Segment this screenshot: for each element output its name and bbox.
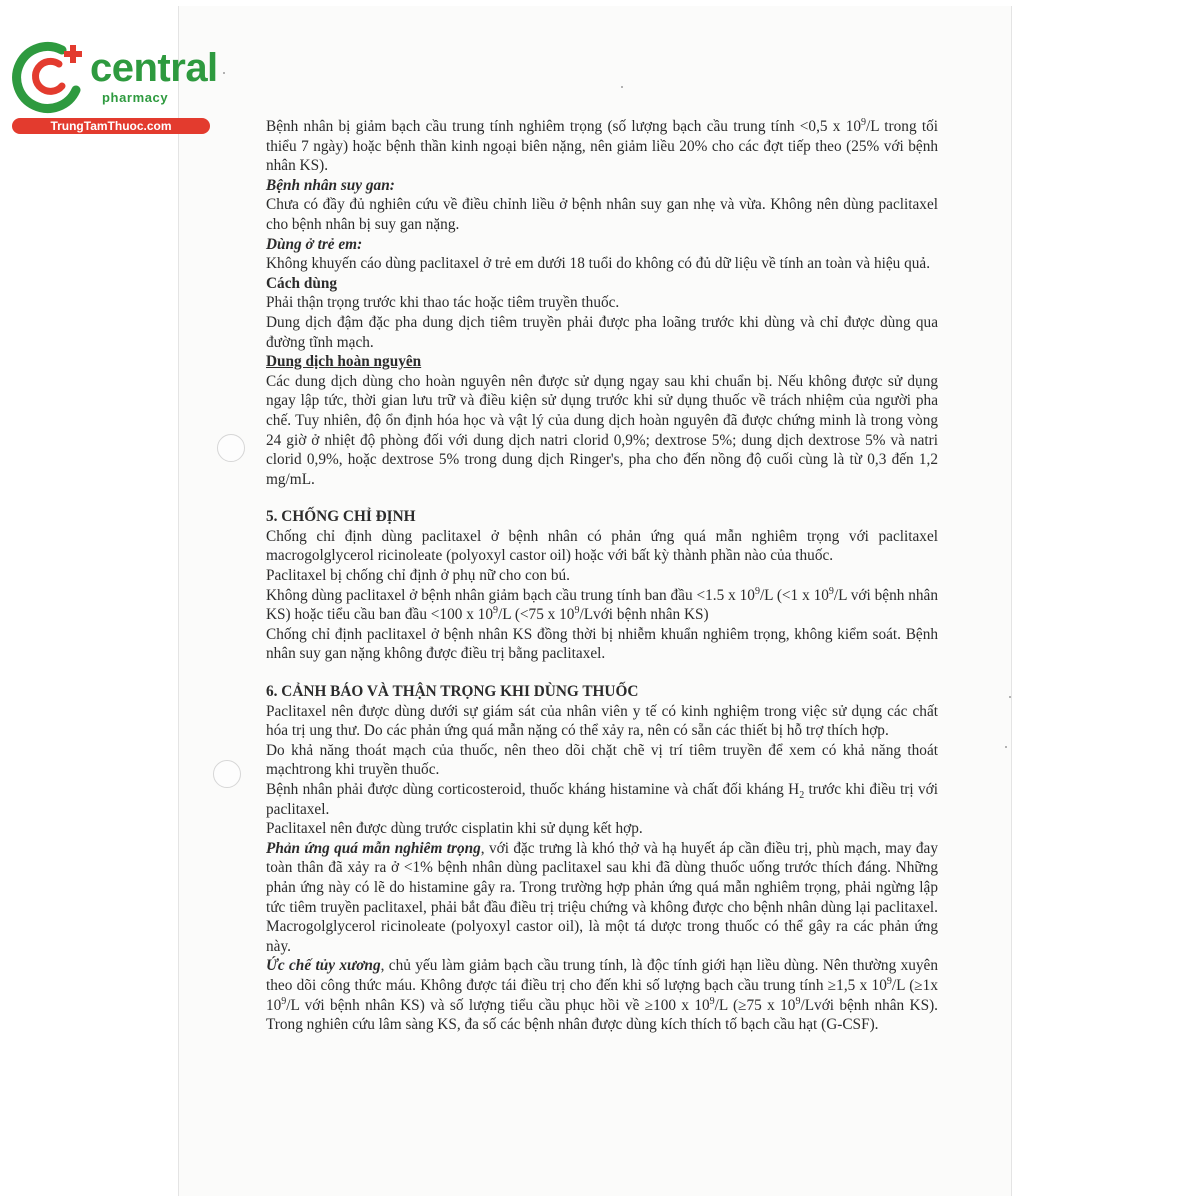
- section-heading-contraindications: 5. CHỐNG CHỈ ĐỊNH: [266, 508, 416, 526]
- scan-speck: [1009, 696, 1011, 698]
- logo-brand-name: central: [90, 46, 218, 90]
- pharmacy-cross-icon: [10, 38, 88, 116]
- paragraph-administration-dilution: Dung dịch đậm đặc pha dung dịch tiêm truyền phải được pha loãng trước khi dùng và chỉ được dùng qua đường tĩnh mạch.: [266, 313, 938, 351]
- paragraph-pediatric-use: Không khuyến cáo dùng paclitaxel ở trẻ em dưới 18 tuổi do không có đủ dữ liệu về tính an toàn và hiệu quả.: [266, 255, 931, 273]
- subheading-reconstituted-solution: Dung dịch hoàn nguyên: [266, 353, 422, 371]
- paragraph-contraindication-infection: Chống chỉ định paclitaxel ở bệnh nhân KS đồng thời bị nhiễm khuẩn nghiêm trọng, không kiểm soát. Bệnh nhân suy gan nặng không được điều trị bằng paclitaxel.: [266, 625, 938, 663]
- paragraph-contraindication-hypersensitivity: Chống chỉ định dùng paclitaxel ở bệnh nhân có phản ứng quá mẫn nghiêm trọng với paclitaxel macrogolglycerol ricinoleate (polyoxyl castor oil) hoặc với bất kỳ thành phần nào của thuốc.: [266, 527, 938, 565]
- paragraph-warning-cisplatin: Paclitaxel nên được dùng trước cisplatin khi sử dụng kết hợp.: [266, 820, 643, 838]
- document-body: [266, 117, 938, 1035]
- paragraph-warning-myelosuppression: Ức chế tủy xương, chủ yếu làm giảm bạch cầu trung tính, là độc tính giới hạn liều dùng. Nên thường xuyên theo dõi công thức máu. Không được tái điều trị cho đến khi số lượng bạch cầu trung tính ≥1,5 x $10^9/L$ (≥1x $10^9/L$ với bệnh nhân KS) và số lượng tiểu cầu phục hồi về ≥100 x $10^9/L$ (≥75 x $10^9$/Lvới bệnh nhân KS). Trong nghiên cứu lâm sàng KS, đa số các bệnh nhân được dùng kích thích tố bạch cầu hạt (G-CSF).: [266, 957, 938, 1034]
- paragraph-warning-premedication: Bệnh nhân phải được dùng corticosteroid, thuốc kháng histamine và chất đối kháng $H_2$ trước khi điều trị với paclitaxel.: [266, 781, 938, 818]
- subheading-pediatric-use: Dùng ở trẻ em:: [266, 235, 363, 253]
- pharmacy-logo: [10, 38, 218, 138]
- punch-hole-lower: [213, 760, 241, 788]
- punch-hole-upper: [217, 434, 245, 462]
- logo-website: TrungTamThuoc.com: [12, 118, 210, 134]
- scan-speck: [223, 72, 225, 74]
- paragraph-neutropenia-dose: Bệnh nhân bị giảm bạch cầu trung tính nghiêm trọng (số lượng bạch cầu trung tính <0,5 x $10^9/L$ trong tối thiểu 7 ngày) hoặc bệnh thần kinh ngoại biên nặng, nên giảm liều 20% cho các đợt tiếp theo (25% với bệnh nhân KS).: [266, 116, 938, 175]
- paragraph-reconstituted-solution: Các dung dịch dùng cho hoàn nguyên nên được sử dụng ngay sau khi chuẩn bị. Nếu không được sử dụng ngay lập tức, thời gian lưu trữ và điều kiện sử dụng trước khi sử dụng thuốc về trách nhiệm của người pha chế. Tuy nhiên, độ ổn định hóa học và vật lý của dung dịch hoàn nguyên đã được chứng minh là trong vòng 24 giờ ở nhiệt độ phòng đối với dung dịch natri clorid 0,9%; dextrose 5%; dung dịch dextrose 5% và natri clorid 0,9%, hoặc dextrose 5% trong dung dịch Ringer's, pha cho đến nồng độ cuối cùng là từ 0,3 đến 1,2 mg/mL.: [266, 372, 938, 488]
- section-heading-warnings: 6. CẢNH BÁO VÀ THẬN TRỌNG KHI DÙNG THUỐC: [266, 683, 639, 701]
- paragraph-warning-supervision: Paclitaxel nên được dùng dưới sự giám sát của nhân viên y tế có kinh nghiệm trong việc sử dụng các chất hóa trị ung thư. Do các phản ứng quá mẫn nặng có thể xảy ra, nên có sẵn các thiết bị hỗ trợ thích hợp.: [266, 702, 938, 740]
- subheading-administration: Cách dùng: [266, 274, 337, 292]
- paragraph-hepatic-impairment: Chưa có đầy đủ nghiên cứu về điều chỉnh liều ở bệnh nhân suy gan nhẹ và vừa. Không nên dùng paclitaxel cho bệnh nhân bị suy gan nặng.: [266, 196, 938, 233]
- subheading-hepatic-impairment: Bệnh nhân suy gan:: [266, 176, 395, 194]
- scan-speck: [621, 86, 623, 88]
- paragraph-contraindication-neutrophils: Không dùng paclitaxel ở bệnh nhân giảm bạch cầu trung tính ban đầu <1.5 x $10^9/L$ (<1 x $10^9/L$ với bệnh nhân KS) hoặc tiểu cầu ban đầu <100 x $10^9/L$ (<75 x $10^9$/Lvới bệnh nhân KS): [266, 585, 938, 624]
- paragraph-warning-extravasation: Do khả năng thoát mạch của thuốc, nên theo dõi chặt chẽ vị trí tiêm truyền để xem có khả năng thoát mạchtrong khi truyền thuốc.: [266, 741, 938, 779]
- paragraph-contraindication-breastfeeding: Paclitaxel bị chống chỉ định ở phụ nữ cho con bú.: [266, 567, 570, 585]
- scan-speck: [1005, 746, 1007, 748]
- logo-subtitle: pharmacy: [102, 90, 169, 105]
- paragraph-warning-hypersensitivity: Phản ứng quá mẫn nghiêm trọng, với đặc trưng là khó thở và hạ huyết áp cần điều trị, phù mạch, may đay toàn thân đã xảy ra ở <1% bệnh nhân dùng paclitaxel sau khi đã dùng thuốc uống trước thích đáng. Những phản ứng này có lẽ do histamine gây ra. Trong trường hợp phản ứng quá mẫn nghiêm trọng, phải ngừng lập tức tiêm truyền paclitaxel, phải bắt đầu điều trị triệu chứng và không được cho bệnh nhân dùng lại paclitaxel. Macrogolglycerol ricinoleate (polyoxyl castor oil), là một tá dược trong thuốc có thể gây ra các phản ứng này.: [266, 839, 938, 955]
- paragraph-administration-caution: Phải thận trọng trước khi thao tác hoặc tiêm truyền thuốc.: [266, 294, 620, 312]
